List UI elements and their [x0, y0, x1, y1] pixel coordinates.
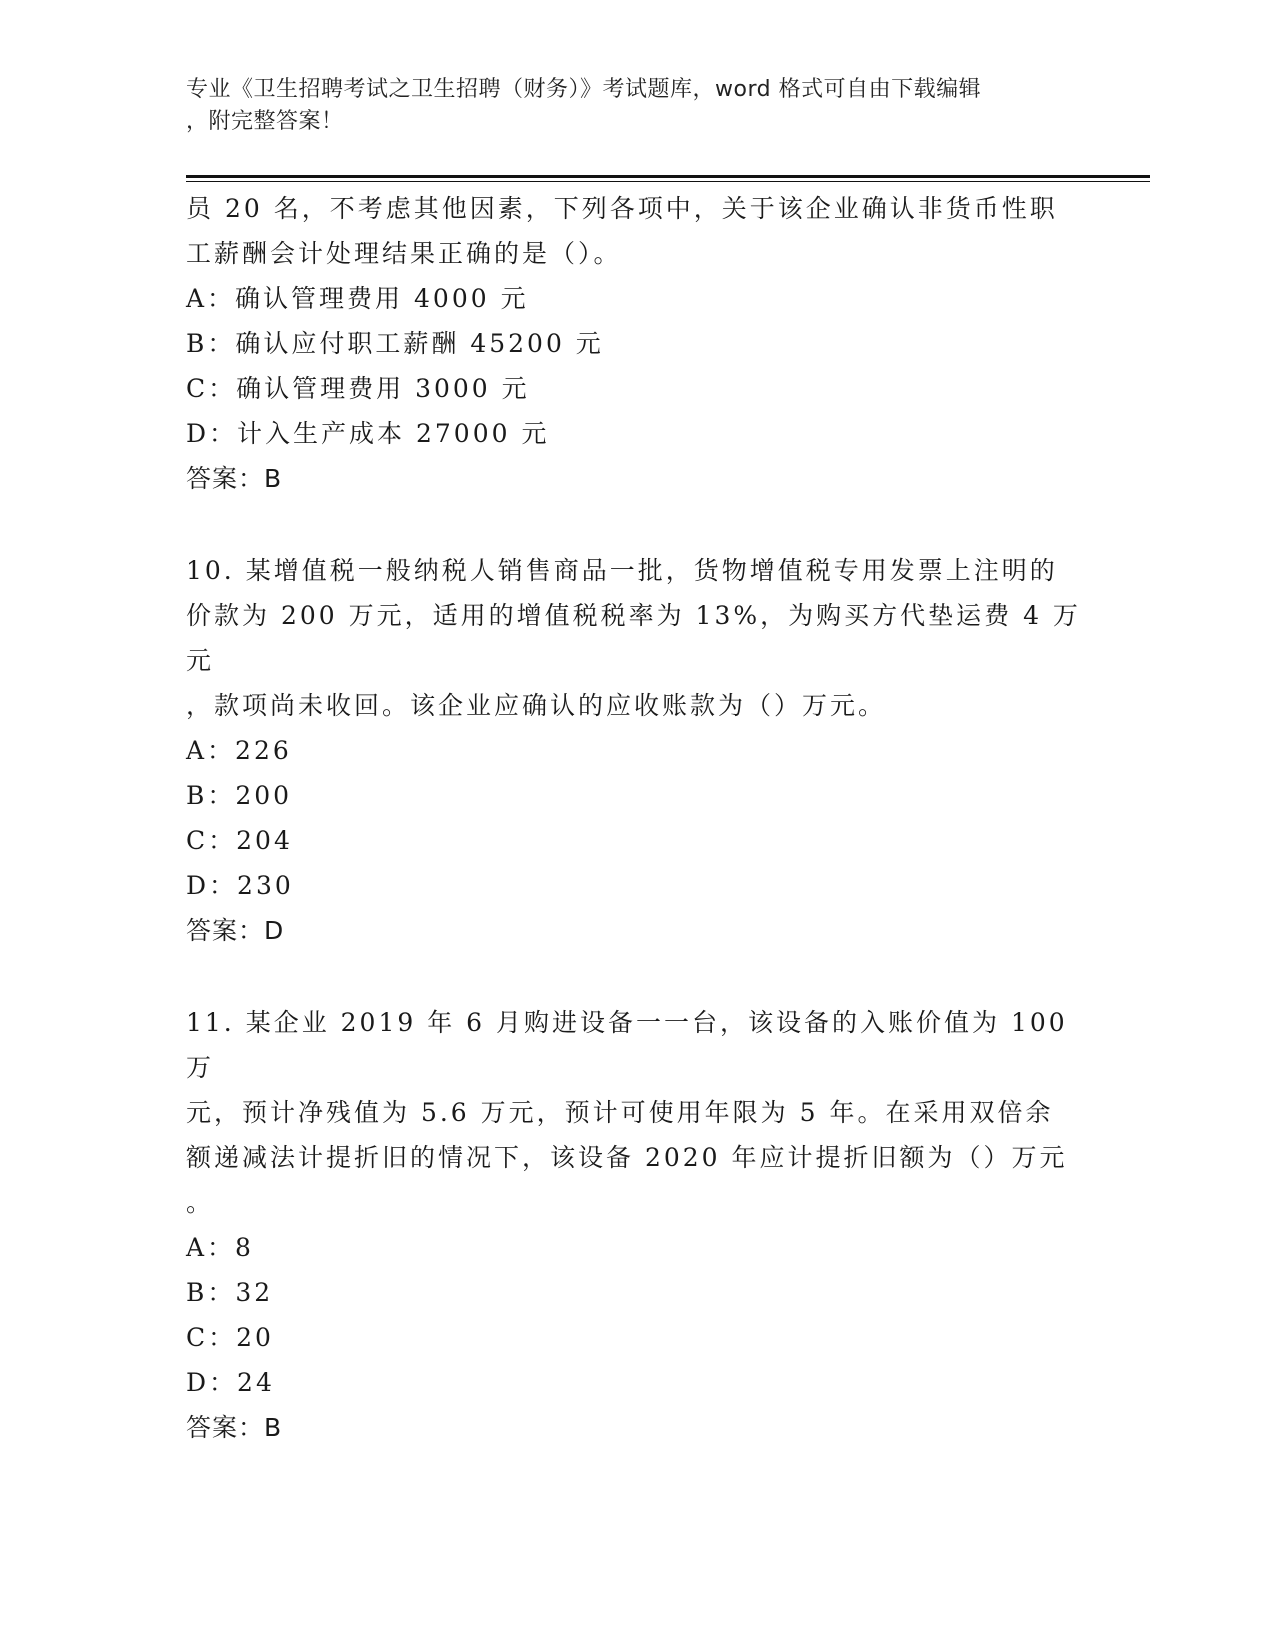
question-10-stem-line-3: ，款项尚未收回。该企业应确认的应收账款为（）万元。	[186, 691, 887, 720]
header-divider-thin	[186, 181, 1150, 182]
question-11-option-b: B：32	[186, 1278, 274, 1307]
question-11-option-d: D：24	[186, 1368, 275, 1397]
question-9-answer: 答案：B	[186, 464, 283, 493]
question-11-option-c: C：20	[186, 1323, 274, 1352]
question-10-option-a: A：226	[186, 736, 292, 765]
question-9-option-b: B：确认应付职工薪酬 45200 元	[186, 329, 604, 358]
question-list	[186, 186, 1086, 1450]
question-10-option-c: C：204	[186, 826, 293, 855]
question-11-stem-line-2: 元，预计净残值为 5.6 万元，预计可使用年限为 5 年。在采用双倍余	[186, 1098, 1054, 1127]
question-9	[186, 186, 1086, 501]
question-10-stem-line-1: 10. 某增值税一般纳税人销售商品一批，货物增值税专用发票上注明的	[186, 556, 1058, 585]
question-10-answer: 答案：D	[186, 916, 285, 945]
question-10	[186, 548, 1086, 953]
document-header	[186, 74, 1066, 138]
question-9-stem-line-1: 员 20 名，不考虑其他因素，下列各项中，关于该企业确认非货币性职	[186, 194, 1058, 223]
question-11-stem-line-4: 。	[186, 1188, 215, 1217]
question-9-option-c: C：确认管理费用 3000 元	[186, 374, 530, 403]
question-spacer	[186, 953, 1086, 1000]
question-9-stem-line-2: 工薪酬会计处理结果正确的是（）。	[186, 239, 622, 268]
question-11	[186, 1000, 1086, 1450]
header-divider-thick	[186, 175, 1150, 178]
question-11-stem-line-3: 额递减法计提折旧的情况下，该设备 2020 年应计提折旧额为（）万元	[186, 1143, 1068, 1172]
header-line-2: ，附完整答案！	[186, 109, 344, 134]
question-11-answer: 答案：B	[186, 1413, 283, 1442]
question-10-stem-line-2: 价款为 200 万元，适用的增值税税率为 13%，为购买方代垫运费 4 万元	[186, 601, 1081, 675]
question-10-option-d: D：230	[186, 871, 294, 900]
question-9-option-a: A：确认管理费用 4000 元	[186, 284, 529, 313]
question-11-stem-line-1: 11. 某企业 2019 年 6 月购进设备一一台，该设备的入账价值为 100 万	[186, 1008, 1068, 1082]
question-9-option-d: D：计入生产成本 27000 元	[186, 419, 550, 448]
question-10-option-b: B：200	[186, 781, 293, 810]
header-line-1: 专业《卫生招聘考试之卫生招聘（财务）》考试题库，word 格式可自由下载编辑	[186, 77, 982, 102]
question-11-option-a: A：8	[186, 1233, 254, 1262]
question-spacer	[186, 501, 1086, 548]
